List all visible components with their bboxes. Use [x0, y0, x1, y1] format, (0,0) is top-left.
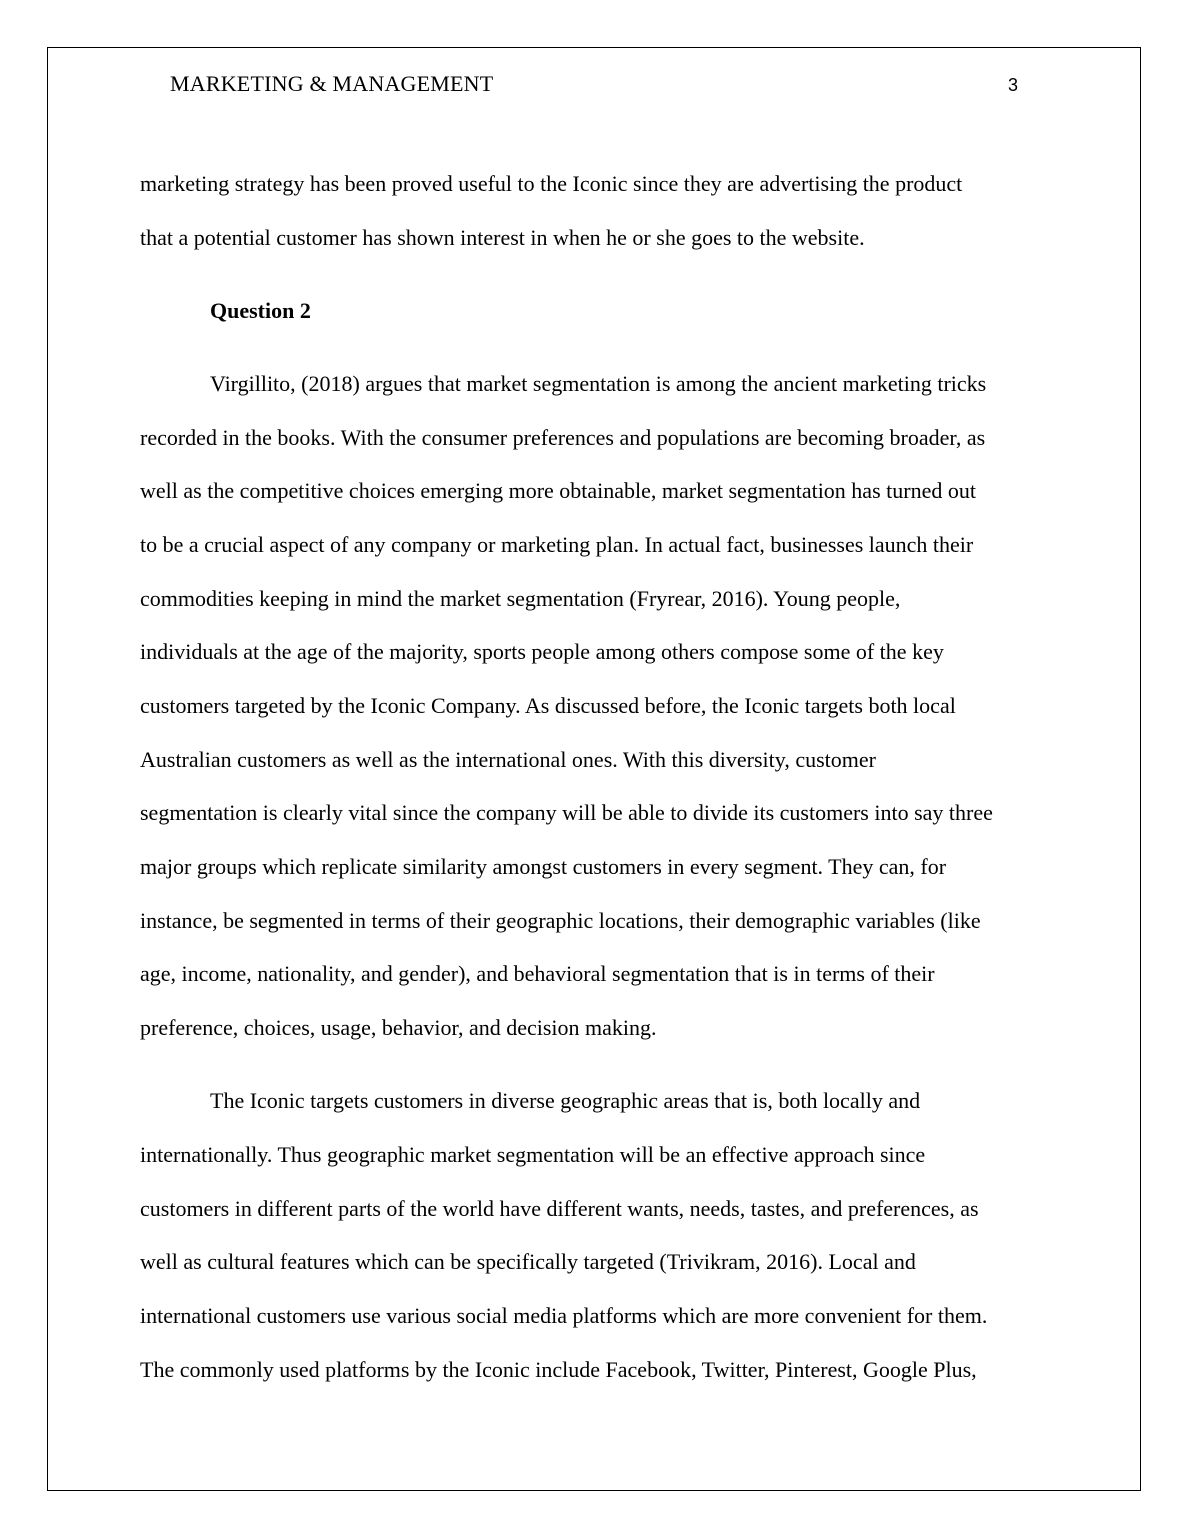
body-text-line: The Iconic targets customers in diverse geographic areas that is, both locally and	[210, 1088, 921, 1113]
body-text-line: customers targeted by the Iconic Company. As discussed before, the Iconic targets both local	[140, 693, 956, 718]
page-number: 3	[1008, 75, 1019, 95]
body-text-line: Australian customers as well as the international ones. With this diversity, customer	[140, 747, 876, 772]
body-text-line: preference, choices, usage, behavior, and decision making.	[140, 1015, 657, 1040]
body-text-line: Virgillito, (2018) argues that market segmentation is among the ancient marketing tricks	[210, 371, 987, 396]
body-text-line: internationally. Thus geographic market segmentation will be an effective approach since	[140, 1142, 926, 1167]
body-text-line: well as cultural features which can be specifically targeted (Trivikram, 2016). Local and	[140, 1249, 916, 1274]
body-text-line: The commonly used platforms by the Iconic include Facebook, Twitter, Pinterest, Google Plus,	[140, 1357, 977, 1382]
body-text-line: instance, be segmented in terms of their geographic locations, their demographic variables (like	[140, 908, 981, 933]
body-text-line: to be a crucial aspect of any company or marketing plan. In actual fact, businesses launch their	[140, 532, 974, 557]
body-text-line: commodities keeping in mind the market segmentation (Fryrear, 2016). Young people,	[140, 586, 901, 611]
body-text-line: that a potential customer has shown interest in when he or she goes to the website.	[140, 225, 865, 250]
body-text-line: segmentation is clearly vital since the company will be able to divide its customers into say three	[140, 800, 993, 825]
body-text-line: customers in different parts of the world have different wants, needs, tastes, and preferences, as	[140, 1196, 979, 1221]
body-text-line: age, income, nationality, and gender), and behavioral segmentation that is in terms of their	[140, 961, 935, 986]
body-text-line: well as the competitive choices emerging more obtainable, market segmentation has turned out	[140, 478, 976, 503]
body-text-line: marketing strategy has been proved useful to the Iconic since they are advertising the product	[140, 171, 963, 196]
body-text-line: recorded in the books. With the consumer preferences and populations are becoming broader, as	[140, 425, 986, 450]
running-head: MARKETING & MANAGEMENT	[170, 71, 494, 96]
body-text-line: individuals at the age of the majority, sports people among others compose some of the key	[140, 639, 944, 664]
section-heading: Question 2	[210, 298, 311, 323]
body-text-line: international customers use various social media platforms which are more convenient for them.	[140, 1303, 988, 1328]
body-text-line: major groups which replicate similarity amongst customers in every segment. They can, for	[140, 854, 947, 879]
